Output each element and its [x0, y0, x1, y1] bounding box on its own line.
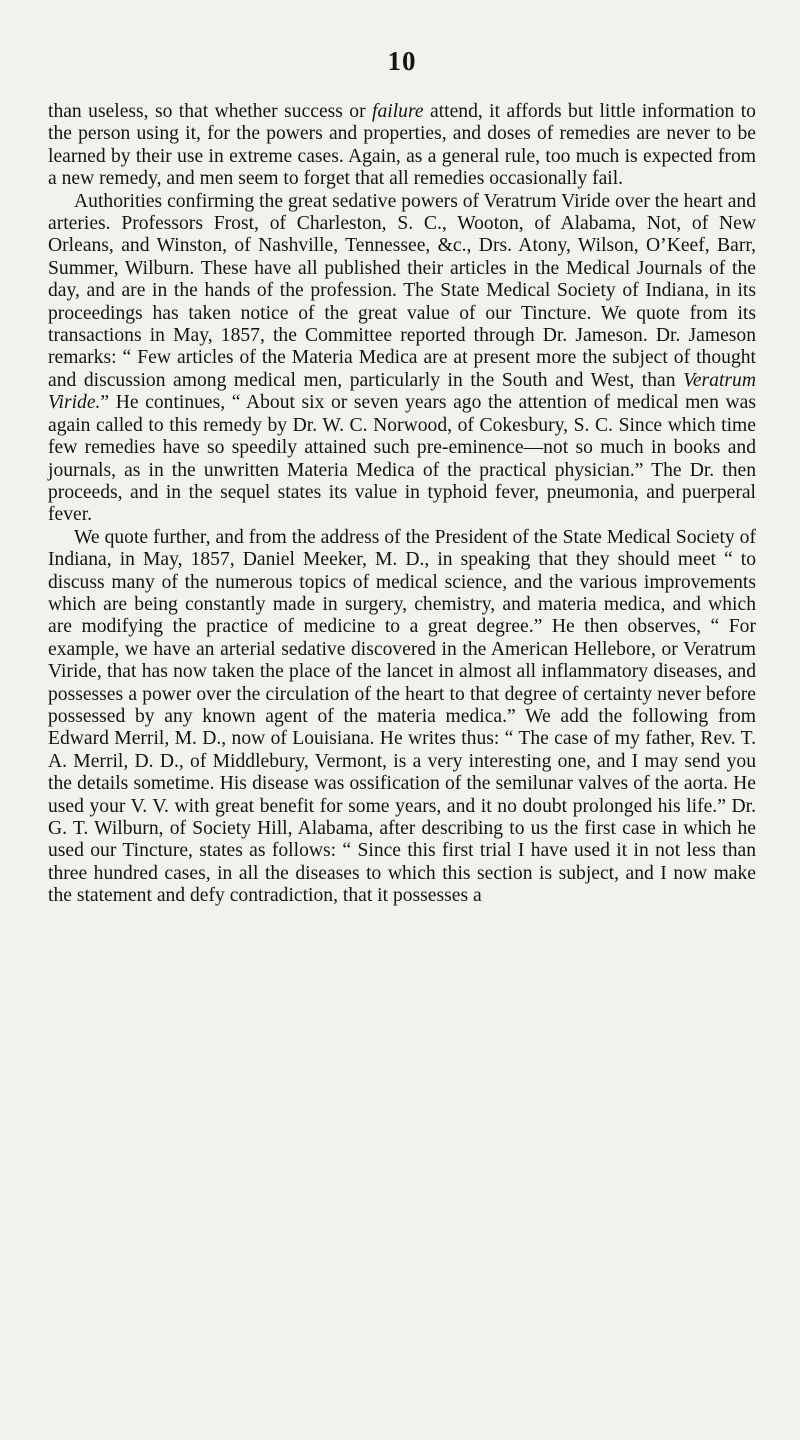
- paragraph-1-italic-failure: failure: [372, 101, 424, 122]
- paragraph-1: [48, 101, 756, 191]
- paragraph-2-italic-veratrum-viride: Veratrum Viride.: [48, 369, 756, 414]
- paragraph-1-text-a: than useless, so that whether success or: [48, 101, 373, 122]
- body-text: [48, 101, 756, 908]
- paragraph-1-text-b: attend, it affords but little information to the person using it, for the powers and properties, and doses of remedies are never to be learned by their use in extreme cases. Again, as a general rule, too much is expected from a new remedy, and men seem to forget that all remedies occasionally fail.: [48, 101, 756, 190]
- paragraph-3-text: We quote further, and from the address of the President of the State Medical Society of Indiana, in May, 1857, Daniel Meeker, M. D., in speaking that they should meet “ to discuss many of the numerous topics of medical science, and the various improvements which are being constantly made in surgery, chemistry, and materia medica, and which are modifying the practice of medicine to a great degree.” He then observes, “ For example, we have an arterial sedative discovered in the American Hellebore, or Veratrum Viride, that has now taken the place of the lancet in almost all inflammatory diseases, and possesses a power over the circulation of the heart to that degree of certainty never before possessed by any known agent of the materia medica.” We add the following from Edward Merril, M. D., now of Louisiana. He writes thus: “ The case of my father, Rev. T. A. Merril, D. D., of Middlebury, Vermont, is a very interesting one, and I may send you the details sometime. His disease was ossification of the semilunar valves of the aorta. He used your V. V. with great benefit for some years, and it no doubt prolonged his life.” Dr. G. T. Wilburn, of Society Hill, Alabama, after describing to us the first case in which he used our Tincture, states as follows: “ Since this first trial I have used it in not less than three hundred cases, in all the diseases to which this section is subject, and I now make the statement and defy contradiction, that it possesses a: [48, 526, 756, 907]
- paragraph-2-text-a: Authorities confirming the great sedative powers of Veratrum Viride over the heart and arteries. Professors Frost, of Charleston, S. C., Wooton, of Alabama, Not, of New Orleans, and Winston, of Nashville, Tennessee, &c., Drs. Atony, Wilson, O’Keef, Barr, Summer, Wilburn. These have all published their articles in the Medical Journals of the day, and are in the hands of the profession. The State Medical Society of Indiana, in its proceedings has taken notice of the great value of our Tincture. We quote from its transactions in May, 1857, the Committee reported through Dr. Jameson. Dr. Jameson remarks: “ Few articles of the Materia Medica are at present more the subject of thought and discussion among medical men, particularly in the South and West, than: [48, 190, 756, 391]
- paragraph-2: [48, 191, 756, 527]
- paragraph-3: [48, 527, 756, 908]
- paragraph-2-text-b: ” He continues, “ About six or seven years ago the attention of medical men was again called to this remedy by Dr. W. C. Norwood, of Cokesbury, S. C. Since which time few remedies have so speedily attained such pre-eminence—not so much in books and journals, as in the unwritten Materia Medica of the practical physician.” The Dr. then proceeds, and in the sequel states its value in typhoid fever, pneumonia, and puerperal fever.: [48, 392, 756, 526]
- page-number: 10: [387, 46, 417, 76]
